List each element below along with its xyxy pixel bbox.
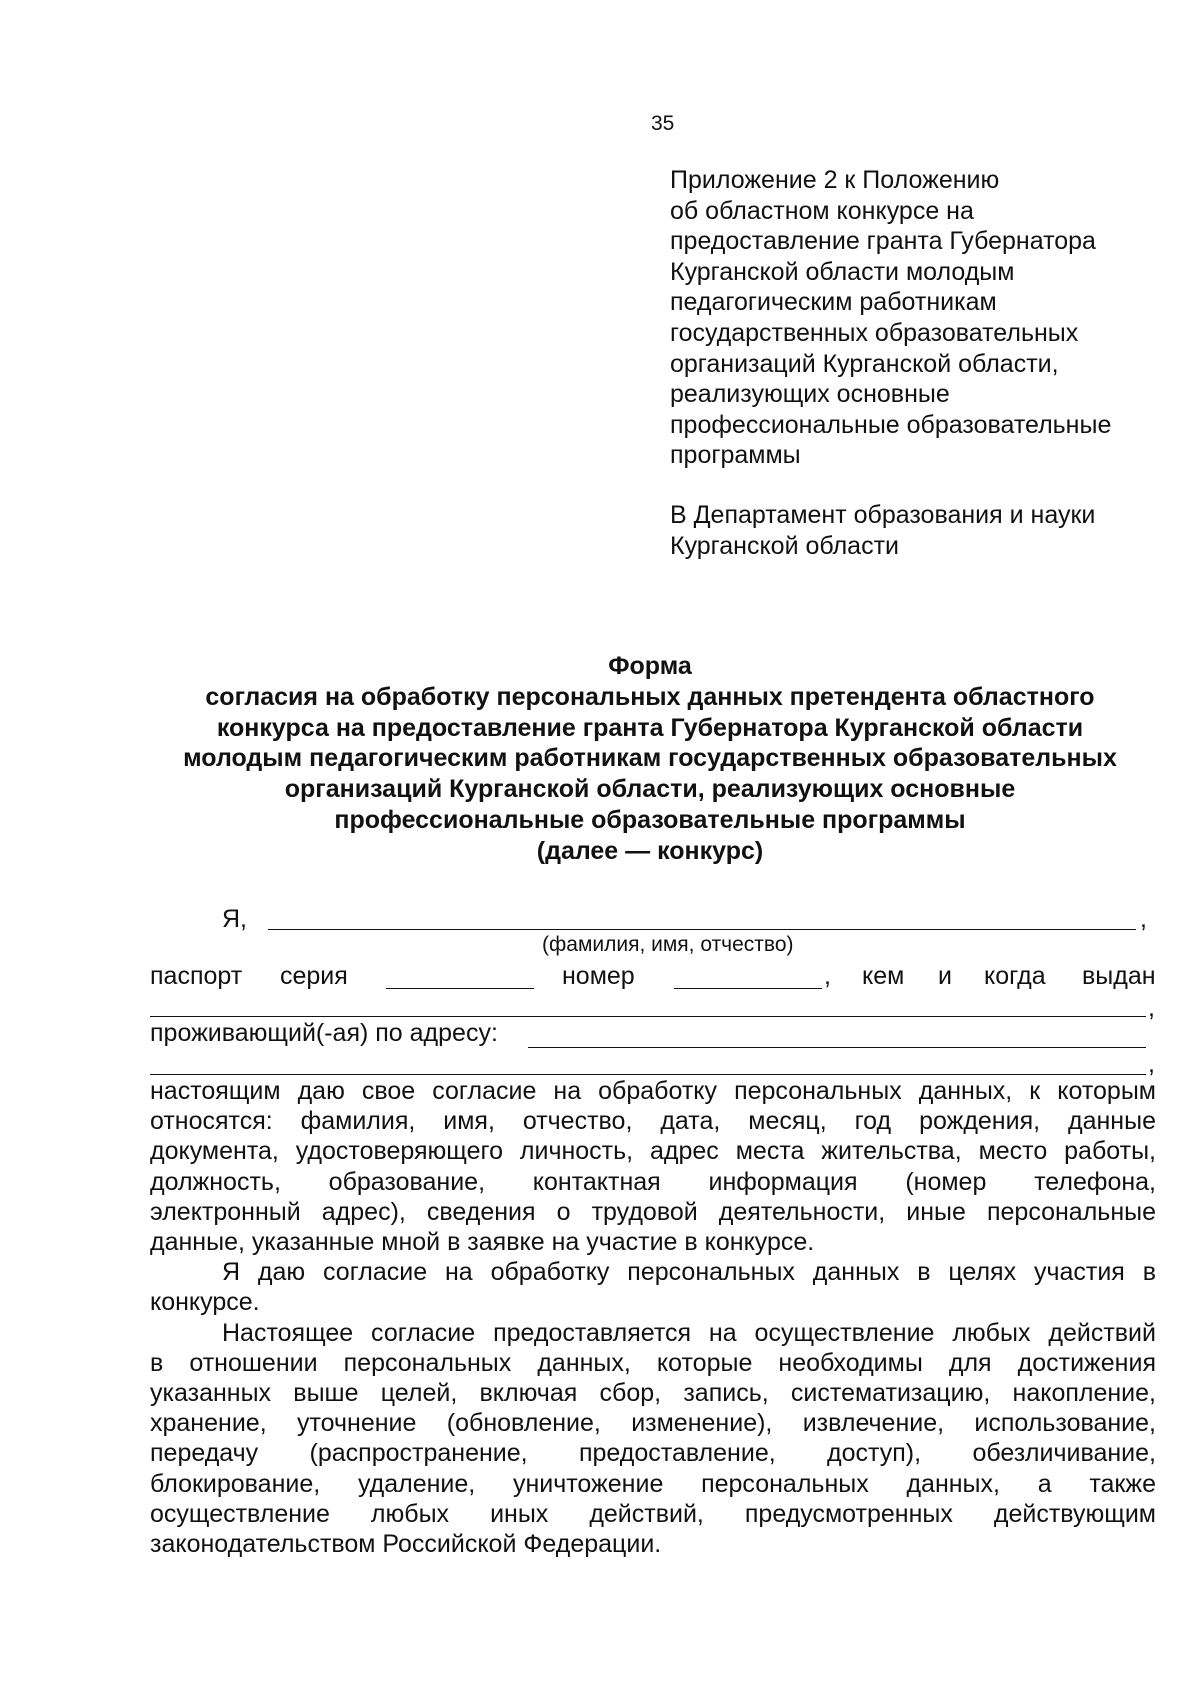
consent-line: должность, образование, контактная информация (номер телефона,	[150, 1167, 1156, 1196]
appendix-line: организаций Курганской области,	[670, 349, 1059, 378]
fio-comma: ,	[1140, 905, 1147, 933]
fio-caption: (фамилия, имя, отчество)	[542, 933, 794, 956]
title-line: (далее — конкурс)	[536, 836, 764, 865]
title-line: молодым педагогическим работникам государственных образовательных	[183, 744, 1117, 773]
consent-line: конкурсе.	[150, 1288, 260, 1317]
number-label: номер	[562, 962, 635, 990]
issued-word: выдан	[1082, 962, 1156, 990]
consent-line: указанных выше целей, включая сбор, запись, систематизацию, накопление,	[150, 1379, 1156, 1408]
appendix-line: Приложение 2 к Положению	[670, 166, 1000, 194]
consent-line: документа, удостоверяющего личность, адрес места жительства, место работы,	[150, 1137, 1156, 1166]
consent-line: Я даю согласие на обработку персональных данных в целях участия в	[222, 1258, 1156, 1287]
title-line: Форма	[608, 652, 692, 680]
passport-label: паспорт	[150, 962, 243, 990]
appendix-line: реализующих основные	[670, 380, 950, 409]
appendix-header	[670, 165, 1170, 471]
consent-line: передачу (распространение, предоставление, доступ), обезличивание,	[150, 1439, 1156, 1468]
consent-line: относятся: фамилия, имя, отчество, дата, месяц, год рождения, данные	[150, 1107, 1156, 1136]
consent-line: электронный адрес), сведения о трудовой деятельности, иные персональные	[150, 1197, 1156, 1226]
series-label: серия	[280, 962, 348, 990]
appendix-line: педагогическим работникам	[670, 288, 997, 317]
address-field[interactable]	[528, 1015, 1146, 1048]
title-line: согласия на обработку персональных данных претендента областного	[205, 682, 1095, 711]
consent-text	[150, 1076, 1156, 1559]
title-line: организаций Курганской области, реализующих основные	[284, 775, 1016, 804]
consent-line: данные, указанные мной в заявке на участие в конкурсе.	[150, 1228, 815, 1257]
issued-word: когда	[984, 962, 1046, 990]
form-title	[150, 651, 1150, 867]
consent-line: блокирование, удаление, уничтожение персональных данных, а также	[150, 1469, 1156, 1498]
issued-comma: ,	[1148, 994, 1155, 1022]
address-continuation-field[interactable]	[150, 1046, 1146, 1075]
appendix-line: профессиональные образовательные	[670, 410, 1112, 439]
consent-line: настоящим даю свое согласие на обработку персональных данных, к которым	[150, 1077, 1156, 1105]
issued-word: кем	[862, 962, 905, 990]
title-line: профессиональные образовательные программы	[334, 805, 966, 834]
page-number: 35	[651, 112, 675, 135]
address-comma: ,	[1148, 1050, 1155, 1078]
appendix-line: об областном конкурсе на	[670, 196, 974, 225]
i-label: Я,	[222, 905, 247, 933]
address-label: проживающий(-ая) по адресу:	[150, 1019, 498, 1047]
fio-field[interactable]	[268, 897, 1136, 930]
issued-by-field[interactable]	[150, 988, 1146, 1017]
title-line: конкурса на предоставление гранта Губернатора Курганской области	[216, 713, 1084, 742]
passport-series-field[interactable]	[386, 956, 534, 989]
consent-line: законодательством Российской Федерации.	[150, 1530, 662, 1559]
consent-line: Настоящее согласие предоставляется на осуществление любых действий	[222, 1318, 1156, 1347]
appendix-line: государственных образовательных	[670, 318, 1079, 347]
number-comma: ,	[824, 962, 831, 990]
consent-line: в отношении персональных данных, которые необходимы для достижения	[150, 1348, 1156, 1377]
issued-word: и	[938, 962, 952, 990]
addressee-line: Курганской области	[670, 531, 900, 560]
addressee	[670, 500, 1170, 561]
appendix-line: программы	[670, 441, 801, 470]
passport-number-field[interactable]	[674, 956, 822, 989]
consent-line: осуществление любых иных действий, предусмотренных действующим	[150, 1499, 1156, 1528]
addressee-line: В Департамент образования и науки	[670, 501, 1096, 529]
appendix-line: Курганской области молодым	[670, 257, 1015, 286]
consent-line: хранение, уточнение (обновление, изменение), извлечение, использование,	[150, 1409, 1156, 1438]
appendix-line: предоставление гранта Губернатора	[670, 227, 1096, 256]
